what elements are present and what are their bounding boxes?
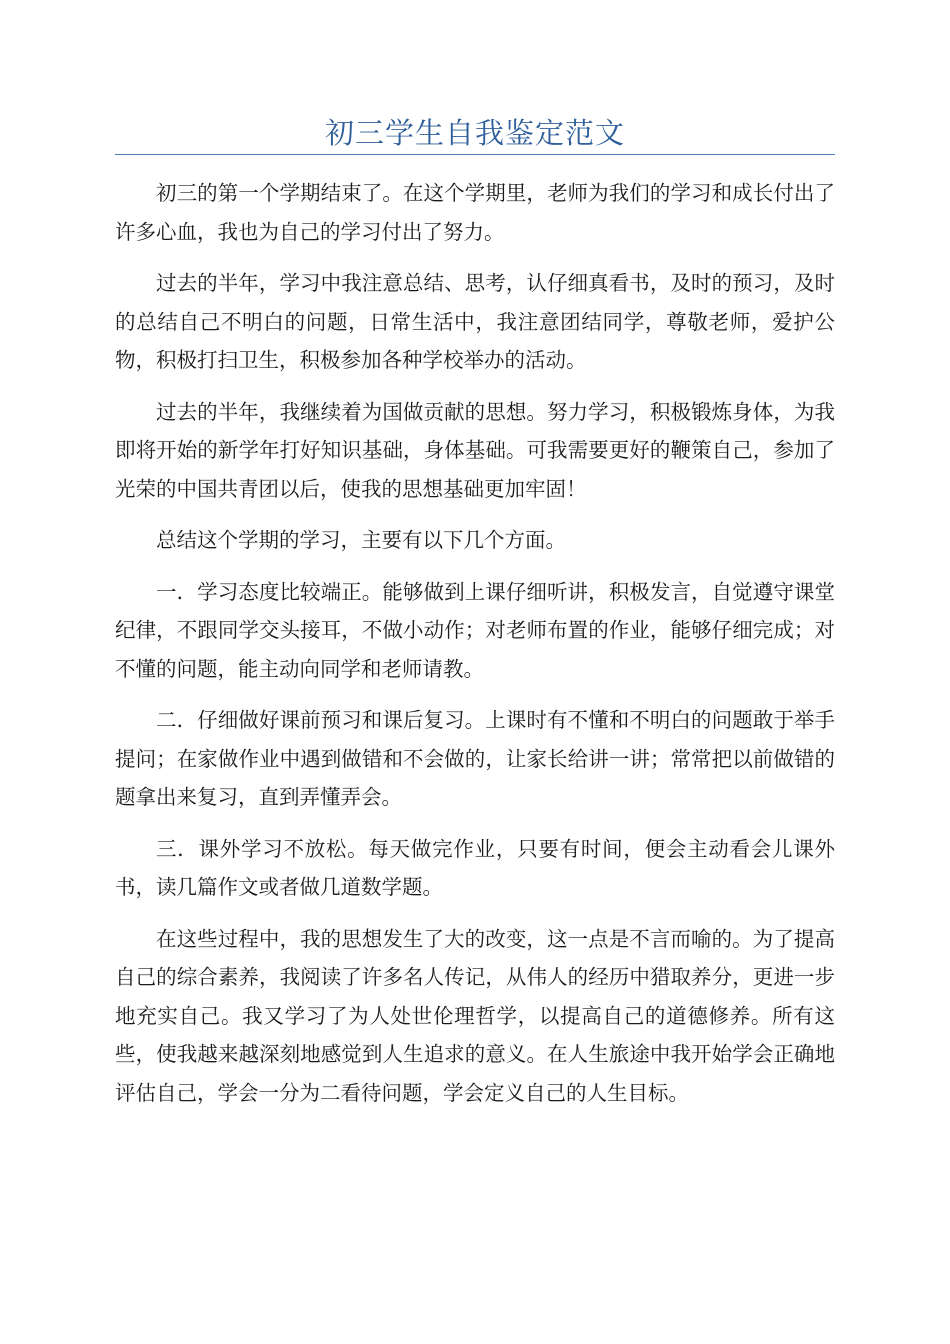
document-body [115, 174, 835, 1125]
paragraph-3: 过去的半年，我继续着为国做贡献的思想。努力学习，积极锻炼身体，为我即将开始的新学年打好知识基础，身体基础。可我需要更好的鞭策自己，参加了光荣的中国共青团以后，使我的思想基础更加牢固！ [115, 399, 835, 501]
paragraph-7: 三．课外学习不放松。每天做完作业，只要有时间，便会主动看会儿课外书，读几篇作文或者做几道数学题。 [115, 836, 835, 899]
paragraph-2: 过去的半年，学习中我注意总结、思考，认仔细真看书，及时的预习，及时的总结自己不明白的问题，日常生活中，我注意团结同学，尊敬老师，爱护公物，积极打扫卫生，积极参加各种学校举办的活动。 [115, 271, 835, 372]
paragraph-4: 总结这个学期的学习，主要有以下几个方面。 [156, 528, 566, 552]
paragraph-5: 一．学习态度比较端正。能够做到上课仔细听讲，积极发言，自觉遵守课堂纪律，不跟同学交头接耳，不做小动作；对老师布置的作业，能够仔细完成；对不懂的问题，能主动向同学和老师请教。 [115, 579, 835, 681]
title-underline [115, 154, 835, 155]
document-title: 初三学生自我鉴定范文 [324, 116, 625, 150]
paragraph-8: 在这些过程中，我的思想发生了大的改变，这一点是不言而喻的。为了提高自己的综合素养，我阅读了许多名人传记，从伟人的经历中猎取养分，更进一步地充实自己。我又学习了为人处世伦理哲学，以提高自己的道德修养。所有这些，使我越来越深刻地感觉到人生追求的意义。在人生旅途中我开始学会正确地评估自己，学会一分为二看待问题，学会定义自己的人生目标。 [115, 926, 835, 1105]
paragraph-1: 初三的第一个学期结束了。在这个学期里，老师为我们的学习和成长付出了许多心血，我也为自己的学习付出了努力。 [115, 181, 835, 244]
paragraph-6: 二．仔细做好课前预习和课后复习。上课时有不懂和不明白的问题敢于举手提问；在家做作业中遇到做错和不会做的，让家长给讲一讲；常常把以前做错的题拿出来复习，直到弄懂弄会。 [115, 708, 835, 809]
